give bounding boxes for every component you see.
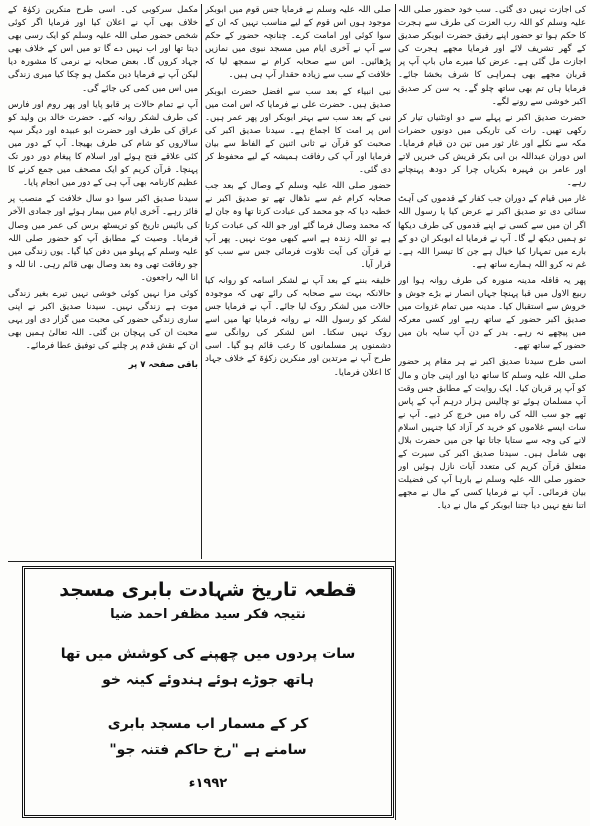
poem-line: کر کے مسمار اب مسجد بابری xyxy=(107,716,309,732)
column-divider xyxy=(395,4,396,820)
article-column-middle xyxy=(205,4,391,559)
paragraph: نبی انبیاء کے بعد سب سے افضل حضرت ابوبکر صدیق ہیں۔ حضرت علی نے فرمایا کہ اس امت میں نبی کے بعد سب سے بہتر ابوبکر اور پھر عمر ہیں۔ اس پر امت کا اجماع ہے۔ سیدنا صدیق اکبر کی صحبت کو قرآن نے ثانی اثنین کے الفاظ سے بیان فرمایا اور آپ کی رفاقت ہمیشہ کے لیے محفوظ کر دی گئی۔ xyxy=(205,86,391,176)
poem-title: قطعہ تاریخ شہادت بابری مسجد xyxy=(59,579,357,601)
poem-line: سامنے ہے "رخ حاکم فتنہ جو" xyxy=(109,742,307,758)
paragraph: آپ نے تمام حالات پر قابو پایا اور پھر روم اور فارس کی طرف لشکر روانہ کیے۔ حضرت خالد بن ولید کو عراق کی طرف اور حضرت ابو عبیدہ اور دیگر سپہ سالاروں کو شام کی طرف بھیجا۔ آپ کے دور میں کئی علاقے فتح ہوئے اور اسلام کا پیغام دور دور تک پہنچا۔ قرآن کریم کو ایک مصحف میں جمع کرنے کا عظیم کارنامہ بھی آپ ہی کے دور میں انجام پایا۔ xyxy=(8,99,198,189)
poem-line: ہاتھ جوڑے ہوئے ہندوئے کینہ خو xyxy=(102,672,314,688)
poem-line: سات پردوں میں چھپنے کی کوشش میں تھا xyxy=(60,646,356,662)
poem-year: ۱۹۹۲ء xyxy=(188,776,228,791)
paragraph: حضرت صدیق اکبر نے پہلے سے دو اونٹنیاں تیار کر رکھی تھیں۔ رات کی تاریکی میں دونوں حضرات مکہ سے نکلے اور غار ثور میں تین دن قیام فرمایا۔ اس دوران عبداللہ بن ابی بکر قریش کی خبریں لاتے اور عامر بن فہیرہ بکریاں چرا کر دودھ پہنچاتے رہے۔ xyxy=(398,112,586,189)
paragraph: صلی اللہ علیہ وسلم نے فرمایا جس قوم میں ابوبکر موجود ہوں اس قوم کے لیے مناسب نہیں کہ ان کے سوا کوئی اور امامت کرے۔ چنانچہ حضور کے حکم سے آپ نے آخری ایام میں مسجد نبوی میں نمازیں پڑھائیں۔ اس سے صحابہ کرام نے سمجھ لیا کہ خلافت کے سب سے زیادہ حقدار آپ ہی ہیں۔ xyxy=(205,5,391,81)
section-divider xyxy=(8,561,395,562)
paragraph: پھر یہ قافلہ مدینہ منورہ کی طرف روانہ ہوا اور ربیع الاول میں قبا پہنچا جہاں انصار نے بڑے جوش و خروش سے استقبال کیا۔ مدینہ میں تمام غزوات میں صدیق اکبر حضور کے ساتھ رہے اور کسی معرکہ میں پیچھے نہ رہے۔ بدر کے دن آپ سایہ بان میں حضور کے ساتھ تھے۔ xyxy=(398,275,586,352)
paragraph: سیدنا صدیق اکبر سوا دو سال خلافت کے منصب پر فائز رہے۔ آخری ایام میں بیمار ہوئے اور جمادی الآخر کی بائیس تاریخ کو تریسٹھ برس کی عمر میں وصال فرمایا۔ وصیت کے مطابق آپ کو حضور صلی اللہ علیہ وسلم کے پہلو میں دفن کیا گیا۔ یوں زندگی میں جو رفاقت تھی وہ بعد وصال بھی قائم رہی۔ انا للہ و انا الیہ راجعون۔ xyxy=(8,194,198,283)
article-column-right xyxy=(398,4,586,819)
paragraph: کی اجازت نہیں دی گئی۔ سب خود حضور صلی اللہ علیہ وسلم کو اللہ رب العزت کی طرف سے ہجرت کا حکم ہوا تو حضور اپنے رفیق حضرت ابوبکر صدیق کے گھر تشریف لائے اور فرمایا مجھے ہجرت کی اجازت مل گئی ہے۔ عرض کیا میرے ماں باپ آپ پر قربان مجھے بھی ہمراہی کا شرف بخشا جائے۔ فرمایا ہاں تم بھی ساتھ چلو گے۔ یہ سن کر صدیق اکبر خوشی سے رونے لگے۔ xyxy=(398,5,586,107)
paragraph: مکمل سرکوبی کی۔ اسی طرح منکرین زکوٰۃ کے خلاف بھی آپ نے اعلان کیا اور فرمایا اگر کوئی شخص حضور صلی اللہ علیہ وسلم کو ایک رسی بھی دیتا تھا اور اب نہیں دے گا تو میں اس کے خلاف بھی جہاد کروں گا۔ بعض صحابہ نے نرمی کا مشورہ دیا لیکن آپ نے فرمایا دین مکمل ہو چکا کیا میری زندگی میں اس میں کمی کی جائے گی۔ xyxy=(8,5,198,94)
poem-author: نتیجہ فکر سید مظفر احمد ضیا xyxy=(110,607,306,622)
paragraph: خلیفہ بننے کے بعد آپ نے لشکر اسامہ کو روانہ کیا حالانکہ بہت سے صحابہ کی رائے تھی کہ موجودہ حالات میں لشکر روک لیا جائے۔ آپ نے فرمایا جس لشکر کو رسول اللہ نے روانہ فرمایا تھا میں اسے روک نہیں سکتا۔ اس لشکر کی روانگی سے دشمنوں پر مسلمانوں کا رعب قائم ہو گیا۔ اسی طرح آپ نے مرتدین اور منکرین زکوٰۃ کے خلاف جہاد کا اعلان فرمایا۔ xyxy=(205,275,391,378)
paragraph: غار میں قیام کے دوران جب کفار کے قدموں کی آہٹ سنائی دی تو صدیق اکبر نے عرض کیا یا رسول اللہ اگر ان میں سے کسی نے اپنے قدموں کی طرف دیکھا تو ہمیں دیکھ لے گا۔ آپ نے فرمایا اے ابوبکر ان دو کے بارے میں تمہارا کیا خیال ہے جن کا تیسرا اللہ ہے۔ غم نہ کرو اللہ ہمارے ساتھ ہے۔ xyxy=(398,194,586,270)
paragraph: حضور صلی اللہ علیہ وسلم کے وصال کے بعد جب صحابہ کرام غم سے نڈھال تھے تو صدیق اکبر نے خطبہ دیا کہ جو محمد کی عبادت کرتا تھا وہ جان لے کہ محمد وصال فرما گئے اور جو اللہ کی عبادت کرتا ہے تو اللہ زندہ ہے اسے کبھی موت نہیں۔ پھر آپ نے قرآن کی آیت تلاوت فرمائی جس سے سب کو قرار آیا۔ xyxy=(205,181,391,270)
paragraph: کوئی مزا نہیں کوئی خوشی نہیں تیرے بغیر زندگی موت ہے زندگی نہیں۔ سیدنا صدیق اکبر نے اپنی ساری زندگی حضور کی محبت میں گزار دی اور یہی محبت ان کی پہچان بن گئی۔ اللہ تعالیٰ ہمیں بھی ان کے نقش قدم پر چلنے کی توفیق عطا فرمائے۔ xyxy=(8,288,198,352)
continued-note: باقی صفحہ ۷ پر xyxy=(128,360,198,371)
article-column-left xyxy=(8,4,198,559)
poem-box xyxy=(22,566,394,818)
paragraph: اسی طرح سیدنا صدیق اکبر نے ہر مقام پر حضور صلی اللہ علیہ وسلم کا ساتھ دیا اور اپنی جان و مال کو آپ پر قربان کیا۔ ایک روایت کے مطابق جس وقت آپ مسلمان ہوئے تو چالیس ہزار درہم آپ کے پاس تھے جو سب اللہ کی راہ میں خرچ کر دیے۔ آپ نے سات ایسے غلاموں کو خرید کر آزاد کیا جنہیں اسلام لانے کی وجہ سے ستایا جاتا تھا جن میں حضرت بلال بھی شامل ہیں۔ سیدنا صدیق اکبر کی سیرت کے متعلق قرآن کریم کی متعدد آیات نازل ہوئیں اور حضور صلی اللہ علیہ وسلم نے بارہا آپ کی فضیلت بیان فرمائی۔ آپ نے فرمایا کسی کے مال نے مجھے اتنا نفع نہیں دیا جتنا ابوبکر کے مال نے دیا۔ xyxy=(398,357,586,512)
column-divider xyxy=(201,4,202,559)
